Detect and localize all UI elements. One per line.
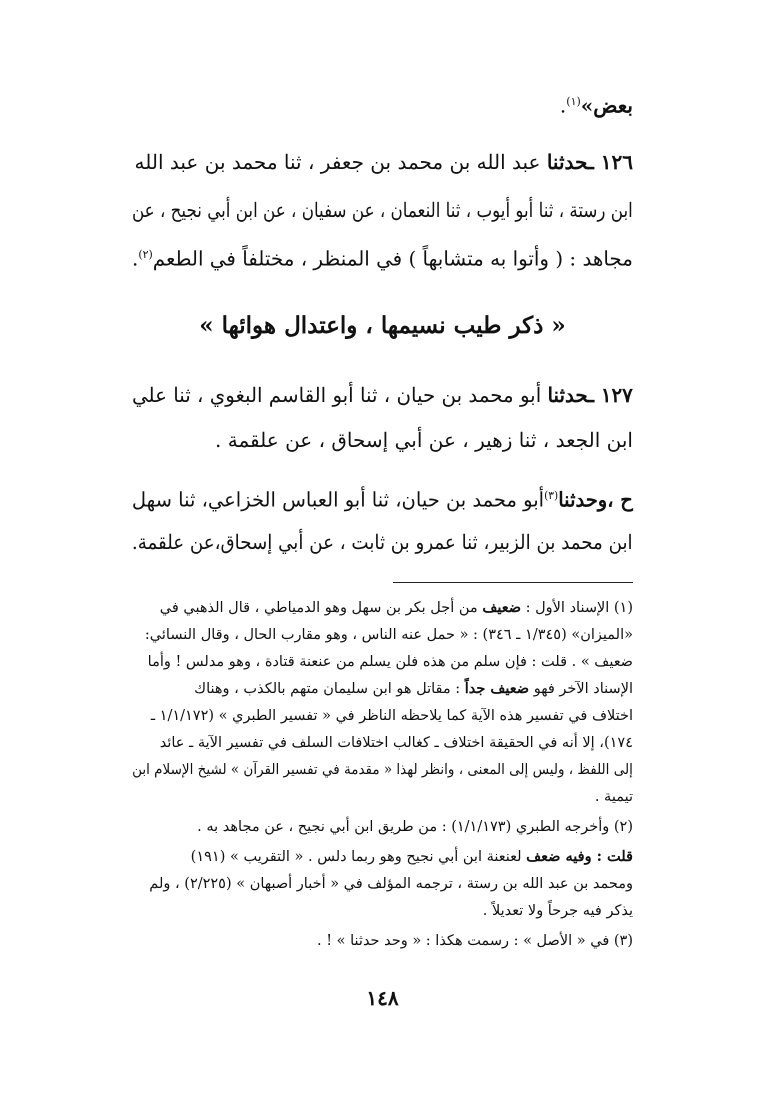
- fn1-text: الإسناد الآخر فهو: [533, 681, 633, 697]
- fn2-text: لعنعنة ابن أبي نجيح وهو ربما دلس . « التقريب » (١٩١): [190, 849, 522, 865]
- hadith-126-line-3: [132, 241, 633, 273]
- fn2-text: يذكر فيه جرحاً ولا تعديلاً .: [482, 903, 633, 919]
- footnote-ref-3: (٣): [544, 489, 559, 502]
- fn1-grade: ضعيف جداً: [464, 680, 530, 697]
- footnote-separator: [393, 582, 633, 583]
- footnote-2-line-3: [149, 873, 633, 895]
- fn1-text: (١) الإسناد الأول :: [525, 600, 633, 616]
- fn1-text: إلى اللفظ ، وليس إلى المعنى ، وانظر لهذا « مقدمة في تفسير القرآن » لشيخ الإسلام ابن: [132, 762, 633, 778]
- footnote-1-line-5: [151, 705, 633, 727]
- fn1-text: من أجل بكر بن سهل وهو الدمياطي ، قال الذهبي في: [159, 600, 478, 616]
- footnote-1-line-6: [160, 732, 633, 754]
- footnote-1-line-1: [160, 597, 633, 619]
- period: .: [559, 93, 567, 118]
- hadith-126-text-3: مجاهد : ( وأتوا به متشابهاً ) في المنظر ، مختلفاً في الطعم: [152, 246, 633, 271]
- fn2-text: (٢) وأخرجه الطبري (١/١/١٧٣) : من طريق ابن أبي نجيح ، عن مجاهد به .: [197, 819, 633, 835]
- continuation-line: [560, 88, 633, 120]
- footnote-3-line-1: [317, 930, 633, 952]
- hadith-number-127: ١٢٧ ـ: [588, 383, 633, 407]
- hadith-126-text-2: ابن رستة ، ثنا أبو أيوب ، ثنا النعمان ، عن سفيان ، عن ابن أبي نجيح ، عن: [132, 198, 633, 222]
- continuation-word: بعض»: [580, 93, 633, 118]
- tahwil-line-2: [132, 528, 633, 556]
- page-number: ١٤٨: [366, 986, 399, 1010]
- hadith-126-line-2: [132, 196, 633, 224]
- footnote-2-line-2: [191, 846, 633, 868]
- fn1-grade: ضعيف: [482, 599, 522, 616]
- tahwil-text-1: أبو محمد بن حيان، ثنا أبو العباس الخزاعي، ثنا سهل: [131, 487, 545, 512]
- fn1-text: اختلاف في تفسير هذه الآية كما يلاحظه الناظر في « تفسير الطبري » (١/١/١٧٢ ـ: [150, 708, 633, 724]
- footnote-2-line-1: [197, 816, 633, 838]
- footnote-1-line-8: [595, 786, 633, 808]
- footnote-ref-1: (١): [566, 95, 581, 108]
- fn1-text: «الميزان» (١/٣٤٥ ـ ٣٤٦) : « حمل عنه الناس ، وهو مقارب الحال ، وقال النسائي:: [144, 627, 633, 643]
- footnote-1-line-3: [148, 651, 633, 673]
- hadith-126-lead: حدثنا: [546, 150, 588, 174]
- tahwil-line-1: [132, 482, 633, 514]
- fn2-text: ومحمد بن عبد الله بن رستة ، ترجمه المؤلف في « أخبار أصبهان » (٢/٢٢٥) ، ولم: [149, 876, 633, 892]
- fn3-text: (٣) في « الأصل » : رسمت هكذا : « وحد حدثنا » ! .: [316, 933, 633, 949]
- fn1-text: تيمية .: [594, 789, 633, 805]
- fn1-text: : مقاتل هو ابن سليمان متهم بالكذب ، وهناك: [194, 681, 461, 697]
- fn2-remark: قلت : وفيه ضعف: [526, 848, 633, 865]
- footnote-ref-2: (٢): [138, 248, 153, 261]
- tahwil-text-2: ابن محمد بن الزبير، ثنا عمرو بن ثابت ، عن أبي إسحاق،عن علقمة.: [132, 530, 633, 554]
- hadith-126-text-1: عبد الله بن محمد بن جعفر ، ثنا محمد بن عبد الله: [134, 150, 541, 174]
- hadith-127-text-2: ابن الجعد ، ثنا زهير ، عن أبي إسحاق ، عن علقمة .: [215, 428, 633, 452]
- hadith-126-line-1: [135, 148, 633, 176]
- fn1-text: ١٧٤)، إلا أنه في الحقيقة اختلاف ـ كغالب اختلافات السلف في تفسير الآية ـ عائد: [159, 735, 633, 751]
- hadith-number-126: ١٢٦ ـ: [587, 150, 633, 174]
- hadith-127-line-2: [215, 426, 633, 454]
- hadith-127-text-1: أبو محمد بن حيان ، ثنا أبو القاسم البغوي ، ثنا علي: [132, 383, 542, 407]
- tahwil-lead: ح ،وحدثنا: [558, 487, 633, 512]
- hadith-127-line-1: [132, 381, 633, 409]
- footnote-1-line-2: [145, 624, 633, 646]
- footnote-2-line-4: [483, 900, 633, 922]
- hadith-127-lead: حدثنا: [547, 383, 589, 407]
- footnote-1-line-7: [132, 759, 633, 781]
- period: .: [132, 246, 139, 271]
- fn1-text: ضعيف » . قلت : فإن سلم من هذه فلن يسلم من عنعنة قتادة ، وهو مدلس ! وأما: [147, 654, 633, 670]
- footnote-1-line-4: [194, 678, 633, 700]
- section-heading: « ذكر طيب نسيمها ، واعتدال هوائها »: [199, 312, 566, 339]
